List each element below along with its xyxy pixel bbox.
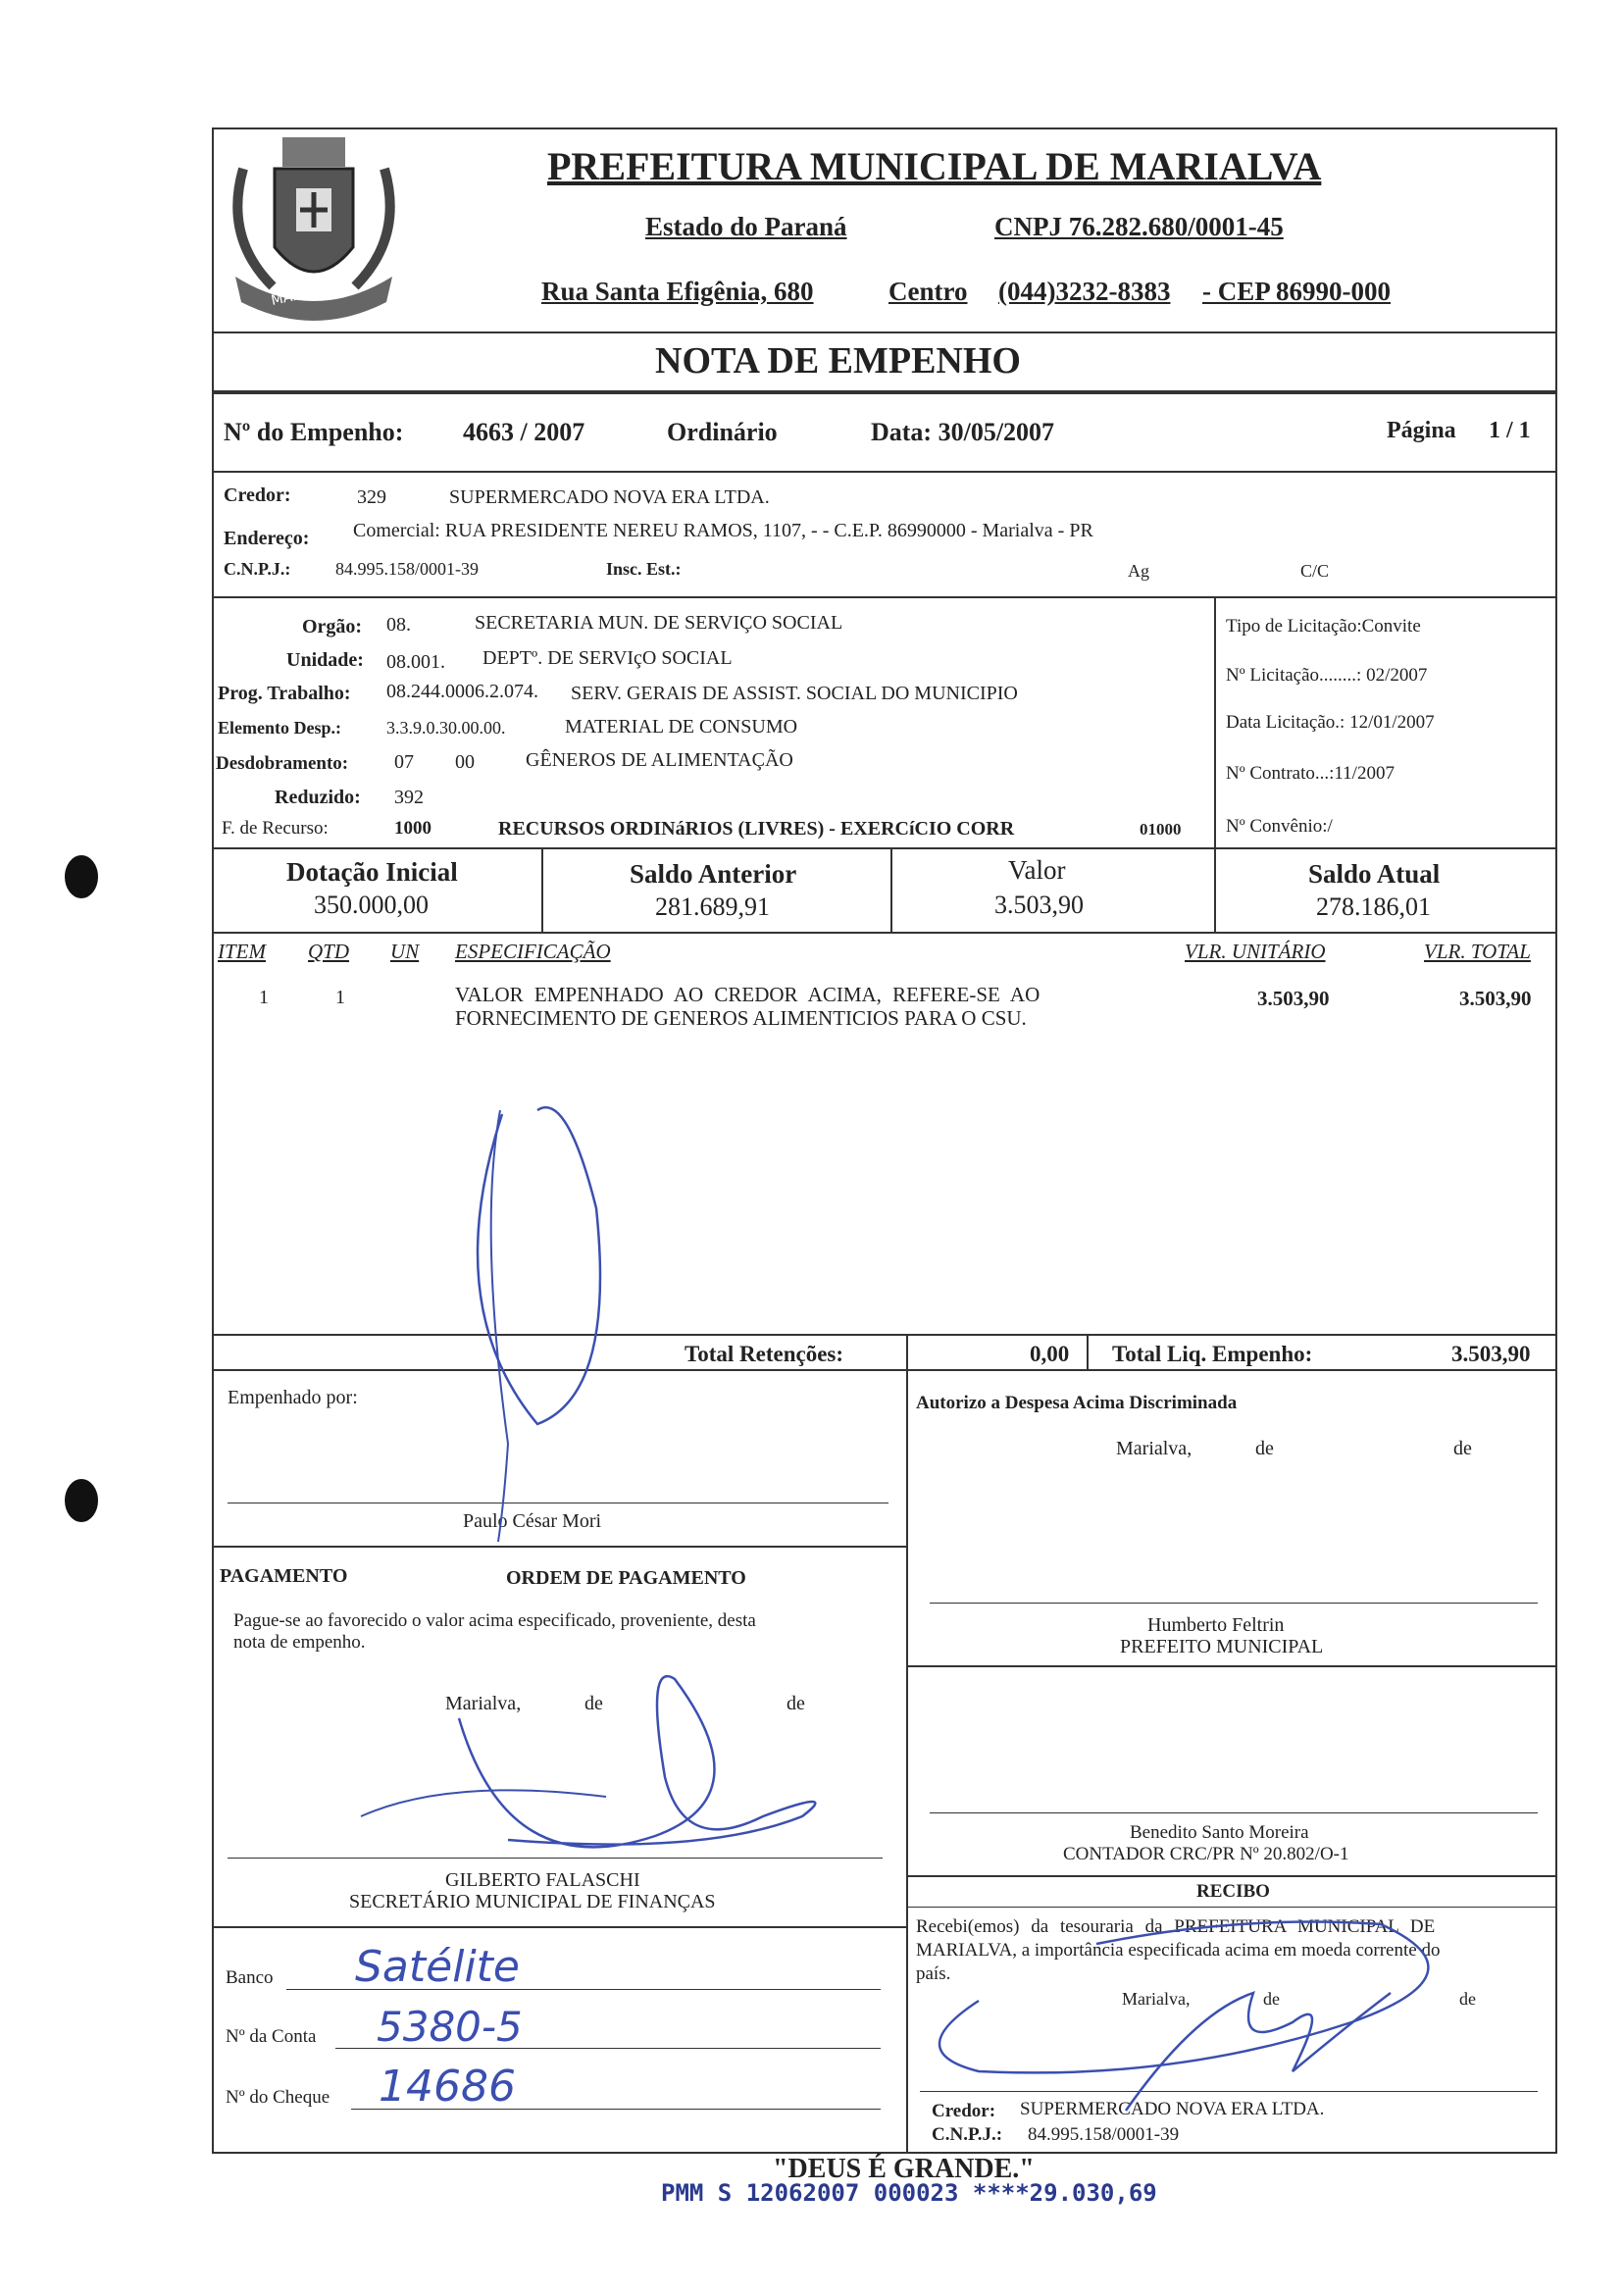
data-licitacao: Data Licitação.: 12/01/2007: [1226, 712, 1435, 733]
autorizo-de-1: de: [1255, 1438, 1274, 1459]
recurso-label: F. de Recurso:: [222, 818, 329, 839]
col-item: ITEM: [218, 940, 266, 963]
ordem-de-pagamento-label: ORDEM DE PAGAMENTO: [506, 1567, 746, 1589]
unidade-label: Unidade:: [286, 649, 364, 671]
banco-value[interactable]: Satélite: [355, 1942, 520, 1992]
total-liq-empenho-value: 3.503,90: [1451, 1342, 1531, 1366]
recibo-de-2: de: [1459, 1989, 1476, 2009]
credor-code: 329: [357, 486, 386, 508]
punch-hole-top: [65, 855, 98, 898]
header-address: Rua Santa Efigênia, 680: [541, 277, 814, 306]
pagamento-de-1: de: [584, 1693, 603, 1714]
col-un: UN: [390, 940, 420, 963]
header-cnpj: CNPJ 76.282.680/0001-45: [994, 212, 1284, 241]
numero-contrato: Nº Contrato...:11/2007: [1226, 763, 1395, 784]
unidade-desc: DEPTº. DE SERVIçO SOCIAL: [482, 647, 733, 669]
empenho-date: Data: 30/05/2007: [871, 418, 1055, 446]
cheque-label: Nº do Cheque: [226, 2087, 330, 2108]
prog-trabalho-label: Prog. Trabalho:: [218, 683, 351, 704]
empenho-number: 4663 / 2007: [463, 418, 585, 446]
secretario-role: SECRETÁRIO MUNICIPAL DE FINANÇAS: [349, 1891, 716, 1912]
saldo-anterior-value: 281.689,91: [655, 892, 770, 921]
desdobramento-desc: GÊNEROS DE ALIMENTAÇÃO: [526, 749, 793, 771]
endereco-label: Endereço:: [224, 528, 310, 549]
header-state: Estado do Paraná: [645, 212, 847, 241]
item-spec-line-2: FORNECIMENTO DE GENEROS ALIMENTICIOS PARA O CSU.: [455, 1006, 1027, 1030]
insc-est-label: Insc. Est.:: [606, 559, 682, 579]
recibo-line-3: país.: [916, 1963, 951, 1984]
saldo-atual-label: Saldo Atual: [1308, 859, 1441, 889]
recibo-city: Marialva,: [1122, 1989, 1191, 2009]
autorizo-city: Marialva,: [1116, 1438, 1193, 1459]
col-especificacao: ESPECIFICAÇÃO: [455, 940, 611, 963]
footer-motto: "DEUS É GRANDE.": [773, 2154, 1035, 2184]
col-vlr-unitario: VLR. UNITÁRIO: [1185, 940, 1326, 963]
municipal-coat-of-arms-logo: [214, 129, 410, 335]
page-number: 1 / 1: [1489, 418, 1531, 443]
cc-label: C/C: [1300, 561, 1330, 581]
empenhado-por-label: Empenhado por:: [228, 1387, 358, 1408]
ag-label: Ag: [1128, 561, 1149, 581]
cnpj-label: C.N.P.J.:: [224, 559, 291, 579]
recibo-line-2: MARIALVA, a importância especificada acima em moeda corrente do: [916, 1940, 1441, 1961]
page-label: Página: [1387, 418, 1456, 443]
recibo-title: RECIBO: [1196, 1881, 1270, 1902]
numero-convenio: Nº Convênio:/: [1226, 816, 1333, 837]
credor-name: SUPERMERCADO NOVA ERA LTDA.: [449, 486, 770, 508]
empenhado-por-name: Paulo César Mori: [463, 1510, 602, 1532]
pagamento-text-line-2: nota de empenho.: [233, 1632, 366, 1653]
recibo-credor-label: Credor:: [932, 2101, 996, 2121]
elemento-desc: MATERIAL DE CONSUMO: [565, 716, 798, 738]
recurso-code-2: 01000: [1140, 820, 1182, 839]
col-vlr-total: VLR. TOTAL: [1424, 940, 1531, 963]
empenho-number-label: Nº do Empenho:: [224, 418, 404, 446]
pagamento-text-line-1: Pague-se ao favorecido o valor acima especificado, proveniente, desta: [233, 1610, 756, 1631]
header-district: Centro: [888, 277, 968, 306]
pagamento-label: PAGAMENTO: [220, 1565, 348, 1587]
nota-de-empenho-form: [212, 127, 1557, 2154]
secretario-name: GILBERTO FALASCHI: [445, 1869, 640, 1891]
pagamento-de-2: de: [787, 1693, 805, 1714]
prog-trabalho-desc: SERV. GERAIS DE ASSIST. SOCIAL DO MUNICIPIO: [571, 683, 1018, 704]
recibo-credor-name: SUPERMERCADO NOVA ERA LTDA.: [1020, 2099, 1325, 2119]
recibo-de-1: de: [1263, 1989, 1280, 2009]
reduzido-label: Reduzido:: [275, 787, 361, 808]
total-liq-empenho-label: Total Liq. Empenho:: [1112, 1342, 1313, 1366]
pagamento-city: Marialva,: [445, 1693, 522, 1714]
footer-stamp: PMM S 12062007 000023 ****29.030,69: [661, 2179, 1157, 2207]
orgao-code: 08.: [386, 614, 411, 636]
unidade-code: 08.001.: [386, 651, 445, 673]
item-qtd: 1: [335, 987, 345, 1008]
autorizo-label: Autorizo a Despesa Acima Discriminada: [916, 1393, 1238, 1413]
conta-value[interactable]: 5380-5: [377, 2003, 523, 2051]
recibo-cnpj: 84.995.158/0001-39: [1028, 2124, 1180, 2145]
contador-role: CONTADOR CRC/PR Nº 20.802/O-1: [1063, 1844, 1349, 1864]
item-number: 1: [259, 987, 269, 1008]
desdobramento-code-1: 07: [394, 751, 414, 773]
col-qtd: QTD: [308, 940, 350, 963]
prog-trabalho-code: 08.244.0006.2.074.: [386, 681, 538, 702]
logo-ribbon-text: MARIALVA: [270, 279, 340, 310]
numero-licitacao: Nº Licitação........: 02/2007: [1226, 665, 1428, 686]
conta-label: Nº da Conta: [226, 2026, 317, 2047]
recibo-cnpj-label: C.N.P.J.:: [932, 2124, 1003, 2145]
document-title: NOTA DE EMPENHO: [655, 340, 1021, 382]
header-title: PREFEITURA MUNICIPAL DE MARIALVA: [547, 144, 1322, 188]
recibo-signature: [214, 129, 215, 130]
recurso-code: 1000: [394, 818, 431, 839]
prefeito-name: Humberto Feltrin: [1147, 1614, 1285, 1636]
header-phone: (044)3232-8383: [998, 277, 1171, 306]
empenho-type: Ordinário: [667, 418, 778, 446]
desdobramento-code-2: 00: [455, 751, 475, 773]
orgao-desc: SECRETARIA MUN. DE SERVIÇO SOCIAL: [475, 612, 843, 634]
valor-label: Valor: [1008, 855, 1066, 885]
elemento-label: Elemento Desp.:: [218, 718, 341, 738]
contador-name: Benedito Santo Moreira: [1130, 1822, 1309, 1843]
punch-hole-bottom: [65, 1479, 98, 1522]
autorizo-de-2: de: [1453, 1438, 1472, 1459]
total-retencoes-label: Total Retenções:: [685, 1342, 844, 1366]
desdobramento-label: Desdobramento:: [216, 753, 349, 774]
item-spec-line-1: VALOR EMPENHADO AO CREDOR ACIMA, REFERE-SE AO: [455, 983, 1040, 1006]
recibo-line-1: Recebi(emos) da tesouraria da PREFEITURA MUNICIPAL DE: [916, 1916, 1436, 1937]
credor-label: Credor:: [224, 484, 291, 506]
elemento-code: 3.3.9.0.30.00.00.: [386, 718, 506, 738]
item-unit-value: 3.503,90: [1257, 987, 1330, 1010]
dotacao-inicial-value: 350.000,00: [314, 891, 429, 919]
banco-label: Banco: [226, 1967, 274, 1988]
header-cep: - CEP 86990-000: [1202, 277, 1391, 306]
credor-address: Comercial: RUA PRESIDENTE NEREU RAMOS, 1107, - - C.E.P. 86990000 - Marialva - PR: [353, 520, 1093, 541]
total-retencoes-value: 0,00: [1030, 1342, 1070, 1366]
prefeito-role: PREFEITO MUNICIPAL: [1120, 1636, 1324, 1657]
orgao-label: Orgão:: [302, 616, 363, 637]
saldo-atual-value: 278.186,01: [1316, 892, 1431, 921]
saldo-anterior-label: Saldo Anterior: [630, 859, 797, 889]
cheque-value[interactable]: 14686: [379, 2062, 516, 2112]
dotacao-inicial-label: Dotação Inicial: [286, 857, 458, 887]
credor-cnpj: 84.995.158/0001-39: [335, 559, 479, 579]
tipo-licitacao: Tipo de Licitação:Convite: [1226, 616, 1421, 637]
valor-value: 3.503,90: [994, 891, 1084, 919]
reduzido-value: 392: [394, 787, 424, 808]
item-total-value: 3.503,90: [1459, 987, 1532, 1010]
recurso-desc: RECURSOS ORDINáRIOS (LIVRES) - EXERCíCIO CORR: [498, 818, 1015, 840]
